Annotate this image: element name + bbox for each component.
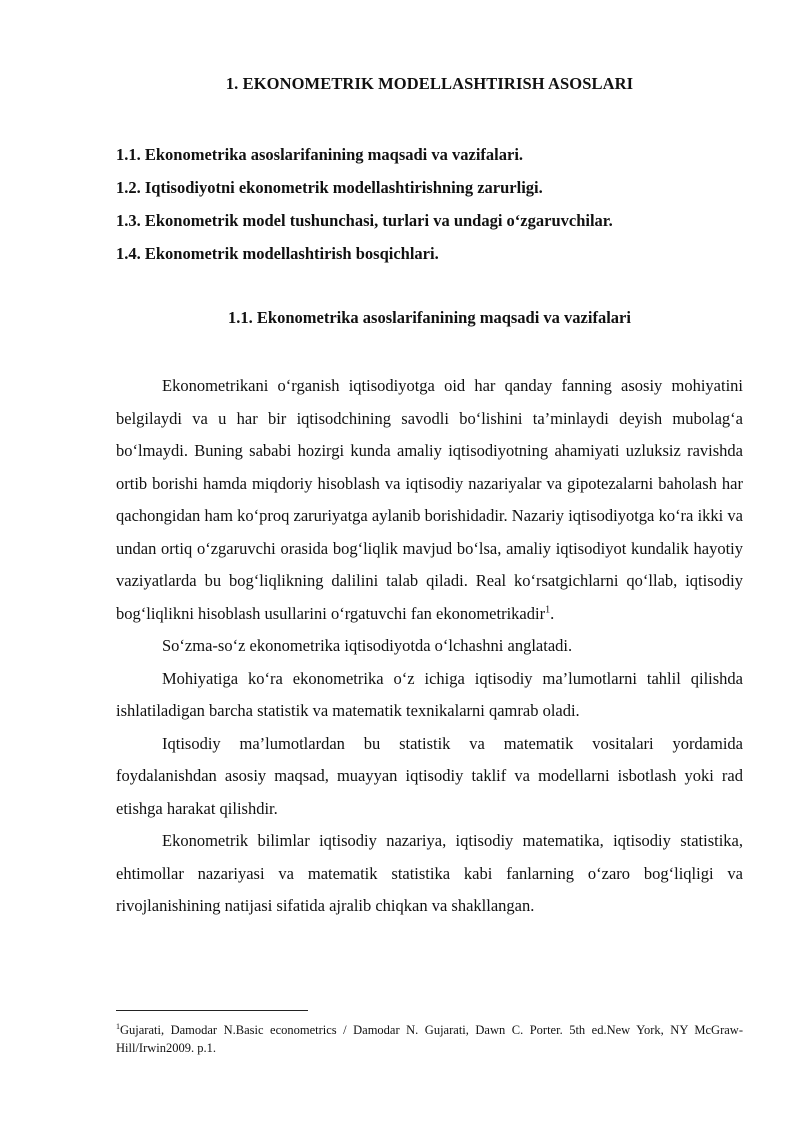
footnote-reference: 1: [545, 604, 551, 615]
paragraph-2: So‘zma-so‘z ekonometrika iqtisodiyotda o‘lchashni anglatadi.: [162, 636, 573, 655]
toc-item-1-1: 1.1. Ekonometrika asoslarifanining maqsadi va vazifalari.: [116, 145, 524, 164]
paragraph-1: [116, 370, 743, 630]
footnote-text: Gujarati, Damodar N.Basic econometrics / Damodar N. Gujarati, Dawn C. Porter. 5th ed.New York, NY McGraw-Hill/Irwin2009. p.1.: [116, 1023, 743, 1055]
table-of-contents: [116, 138, 743, 270]
toc-item-1-2: 1.2. Iqtisodiyotni ekonometrik modellashtirishning zarurligi.: [116, 178, 543, 197]
footnote-divider: [116, 1010, 308, 1011]
footnote: [116, 1021, 743, 1057]
body-text: [116, 370, 743, 923]
chapter-title: 1. EKONOMETRIK MODELLASHTIRISH ASOSLARI: [225, 74, 634, 93]
paragraph-1-text: Ekonometrikani o‘rganish iqtisodiyotga oid har qanday fanning asosiy mohiyatini belgilaydi va u har bir iqtisodchining savodli bo‘lishini ta’minlaydi deyish mubolag‘a bo‘lmaydi. Buning sababi hozirgi kunda amaliy iqtisodiyotning ahamiyati uzluksiz ravishda ortib borishi hamda miqdoriy hisoblash va iqtisodiy nazariyalar va gipotezalarni baholash har qachongidan ham ko‘proq zaruriyatga aylanib borishidadir. Nazariy iqtisodiyotga ko‘ra ikki va undan ortiq o‘zgaruvchi orasida bog‘liqlik mavjud bo‘lsa, amaliy iqtisodiyot kundalik hayotiy vaziyatlarda bu bog‘liqlikning dalilini talab qiladi. Real ko‘rsatgichlarni qo‘llab, iqtisodiy bog‘liqlikni hisoblash usullarini o‘rgatuvchi fan ekonometrikadir: [116, 376, 743, 623]
section-title: 1.1. Ekonometrika asoslarifanining maqsadi va vazifalari: [228, 308, 631, 327]
paragraph-5: Ekonometrik bilimlar iqtisodiy nazariya, iqtisodiy matematika, iqtisodiy statistika, ehtimollar nazariyasi va matematik statistika kabi fanlarning o‘zaro bog‘liqligi va rivojlanishining natijasi sifatida ajralib chiqkan va shakllangan.: [116, 831, 743, 915]
toc-item-1-3: 1.3. Ekonometrik model tushunchasi, turlari va undagi o‘zgaruvchilar.: [116, 211, 613, 230]
footnote-marker: 1: [116, 1021, 120, 1031]
toc-item-1-4: 1.4. Ekonometrik modellashtirish bosqichlari.: [116, 244, 439, 263]
paragraph-4: Iqtisodiy ma’lumotlardan bu statistik va matematik vositalari yordamida foydalanishdan asosiy maqsad, muayyan iqtisodiy taklif va modellarni isbotlash yoki rad etishga harakat qilishdir.: [116, 733, 743, 818]
paragraph-3: Mohiyatiga ko‘ra ekonometrika o‘z ichiga iqtisodiy ma’lumotlarni tahlil qilishda ishlatiladigan barcha statistik va matematik texnikalarni qamrab oladi.: [116, 668, 743, 720]
paragraph-1-end: .: [550, 603, 555, 623]
